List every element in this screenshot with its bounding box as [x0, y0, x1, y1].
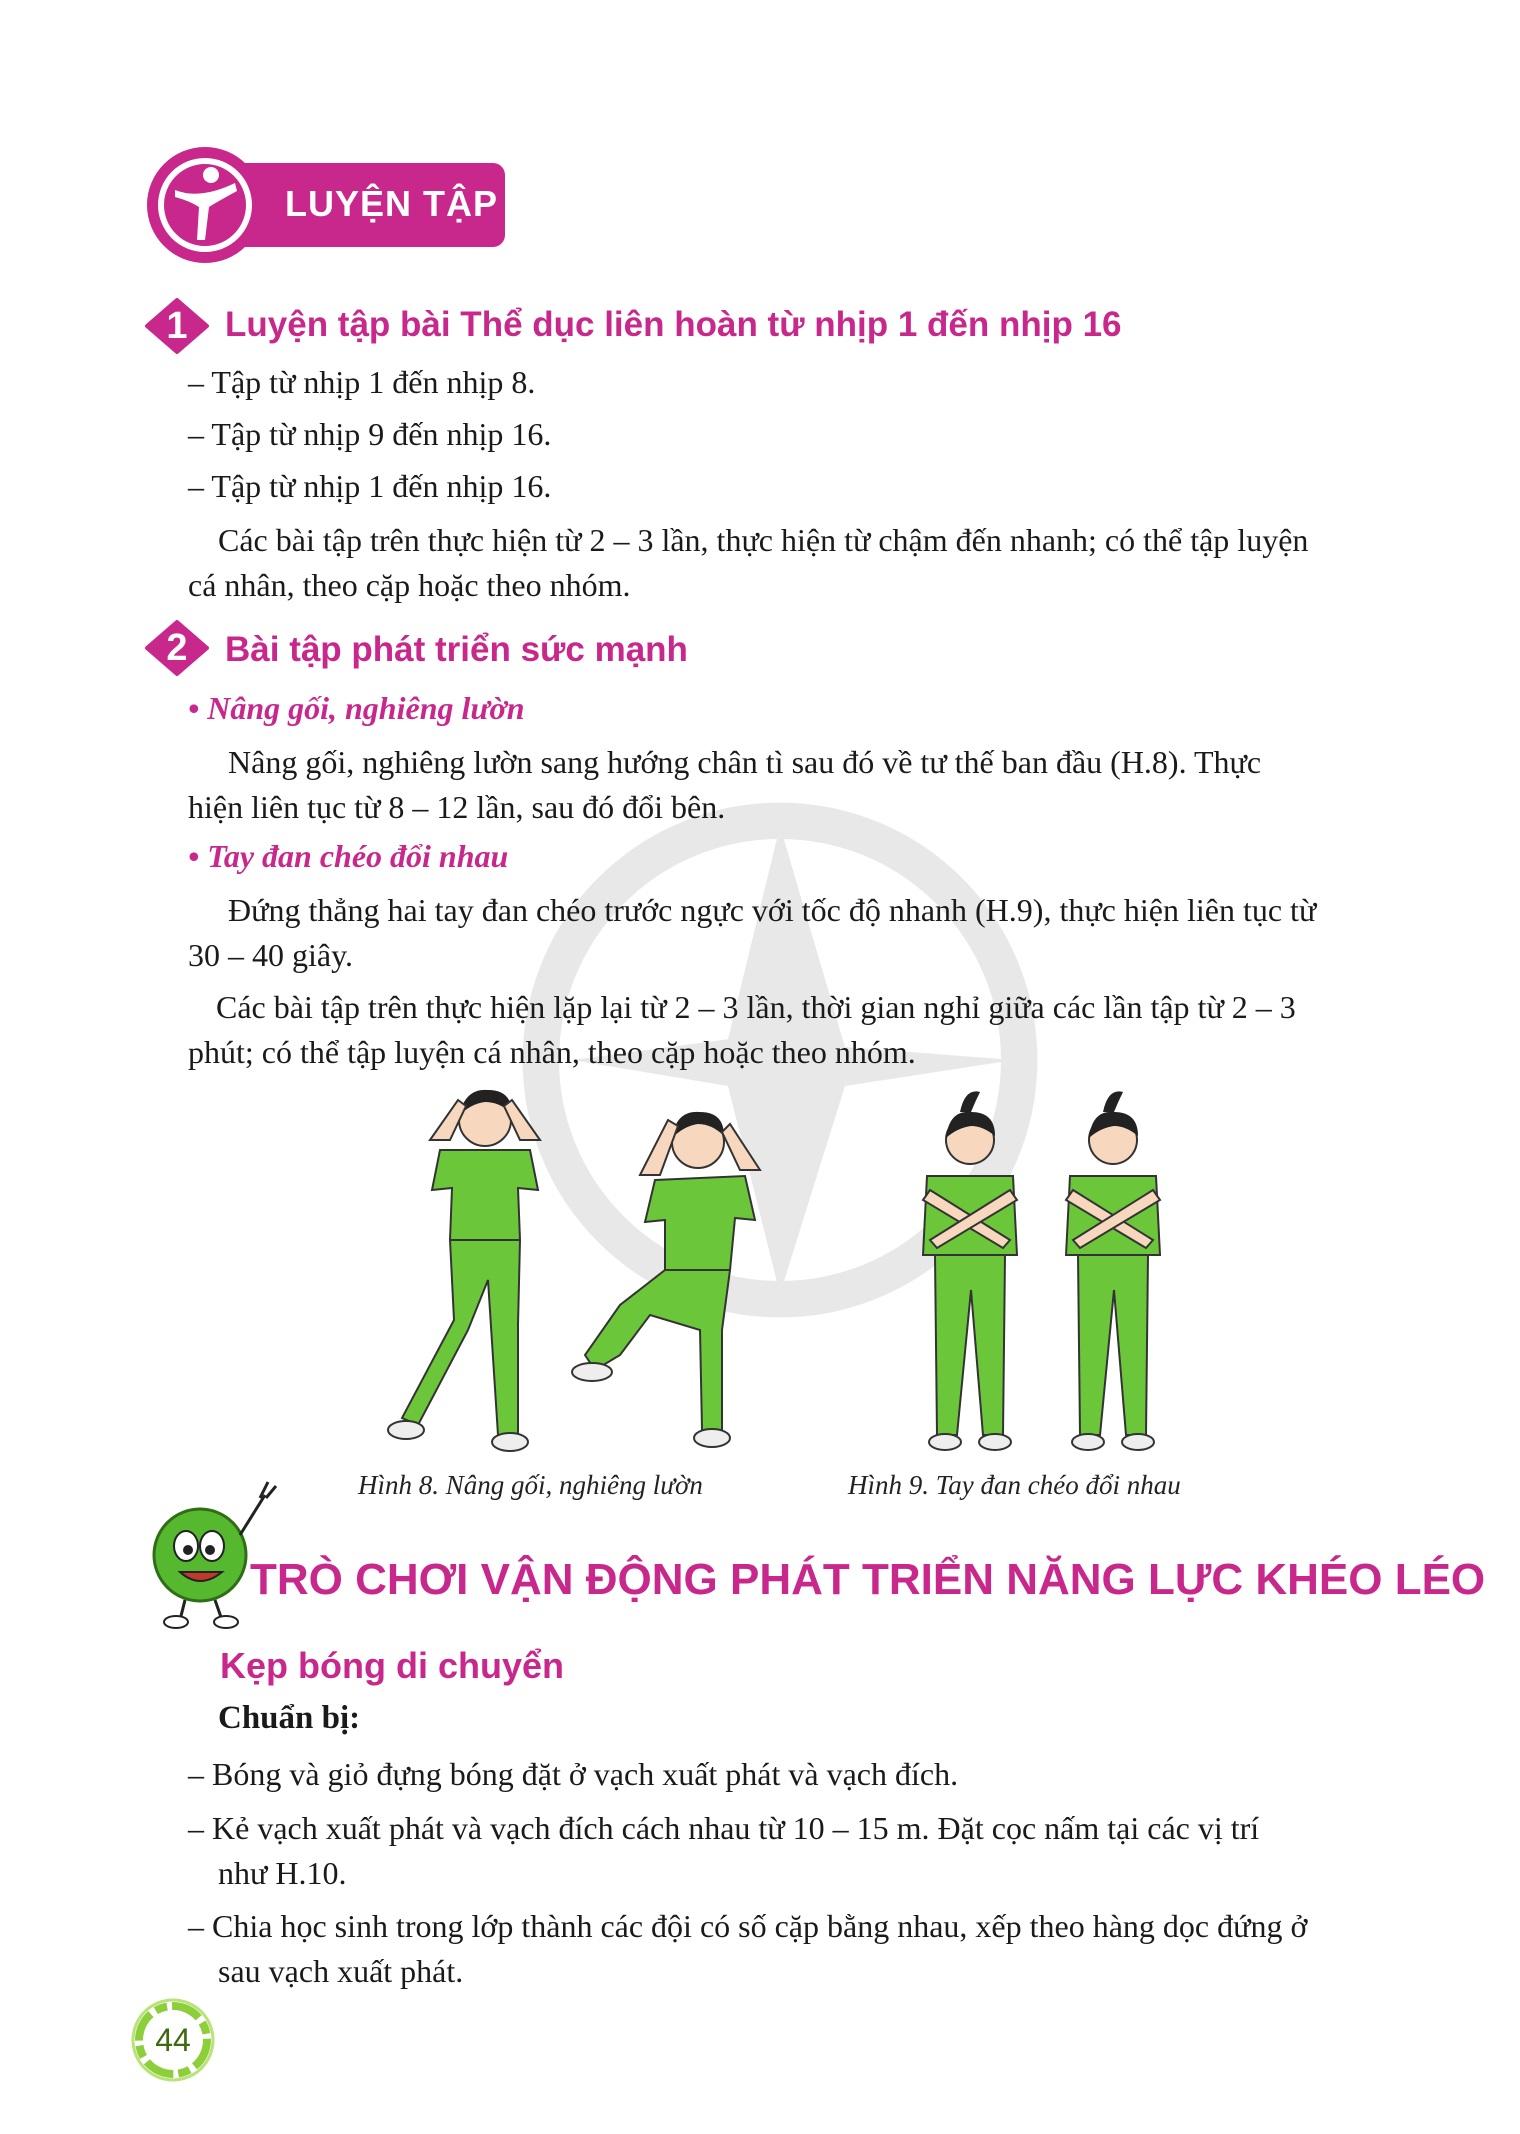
boy-standing-figure [388, 1090, 540, 1451]
section-1-item-2: – Tập từ nhịp 9 đến nhịp 16. [188, 416, 552, 452]
gymnast-icon [145, 145, 265, 265]
preparation-item-1: – Bóng và giỏ đựng bóng đặt ở vạch xuất phát và vạch đích. [188, 1756, 959, 1792]
exercise-1-line-1: Nâng gối, nghiêng lườn sang hướng chân tì sau đó về tư thế ban đầu (H.8). Thực [228, 744, 1262, 780]
section-2-note-line-2: phút; có thể tập luyện cá nhân, theo cặp hoặc theo nhóm. [188, 1034, 916, 1070]
game-title: TRÒ CHƠI VẬN ĐỘNG PHÁT TRIỂN NĂNG LỰC KHÉO LÉO [250, 1555, 1486, 1604]
practice-badge [145, 145, 505, 265]
section-2-number-badge: 2 [145, 620, 209, 676]
preparation-label: Chuẩn bị: [218, 1700, 361, 1736]
preparation-item-3-line-2: sau vạch xuất phát. [218, 1953, 464, 1989]
exercise-2-line-1: Đứng thẳng hai tay đan chéo trước ngực với tốc độ nhanh (H.9), thực hiện liên tục từ [228, 892, 1317, 928]
figure-8-illustration [370, 1080, 810, 1460]
section-2-title: Bài tập phát triển sức mạnh [225, 630, 688, 669]
girl-figure-1 [923, 1091, 1017, 1450]
exercise-1-title: • Nâng gối, nghiêng lườn [188, 690, 525, 726]
figure-9-illustration [905, 1080, 1185, 1460]
section-1-title: Luyện tập bài Thể dục liên hoàn từ nhịp 1 đến nhịp 16 [225, 305, 1122, 344]
game-name: Kẹp bóng di chuyển [220, 1645, 565, 1686]
exercise-1-line-2: hiện liên tục từ 8 – 12 lần, sau đó đổi bên. [188, 789, 726, 825]
preparation-item-2-line-1: – Kẻ vạch xuất phát và vạch đích cách nhau từ 10 – 15 m. Đặt cọc nấm tại các vị trí [188, 1810, 1260, 1846]
figure-8-caption: Hình 8. Nâng gối, nghiêng lườn [358, 1470, 703, 1500]
badge-label: LUYỆN TẬP [285, 183, 499, 224]
section-1-note-line-1: Các bài tập trên thực hiện từ 2 – 3 lần, thực hiện từ chậm đến nhanh; có thể tập luyện [218, 522, 1309, 558]
section-1-item-1: – Tập từ nhịp 1 đến nhịp 8. [188, 364, 536, 400]
section-2-note-line-1: Các bài tập trên thực hiện lặp lại từ 2 – 3 lần, thời gian nghỉ giữa các lần tập từ 2 – 3 [216, 989, 1296, 1025]
girl-figure-2 [1066, 1091, 1160, 1450]
page-number-badge [128, 1995, 218, 2085]
section-1-note-line-2: cá nhân, theo cặp hoặc theo nhóm. [188, 567, 631, 603]
section-1-item-3: – Tập từ nhịp 1 đến nhịp 16. [188, 468, 552, 504]
page-number: 44 [155, 2022, 191, 2058]
exercise-2-title: • Tay đan chéo đổi nhau [188, 838, 509, 874]
preparation-item-3-line-1: – Chia học sinh trong lớp thành các đội có số cặp bằng nhau, xếp theo hàng dọc đứng ở [188, 1908, 1308, 1944]
boy-knee-raise-figure [572, 1112, 760, 1447]
figure-9-caption: Hình 9. Tay đan chéo đổi nhau [848, 1470, 1181, 1500]
preparation-item-2-line-2: như H.10. [218, 1855, 347, 1891]
exercise-2-line-2: 30 – 40 giây. [188, 937, 354, 973]
section-1-number-badge: 1 [145, 298, 209, 354]
